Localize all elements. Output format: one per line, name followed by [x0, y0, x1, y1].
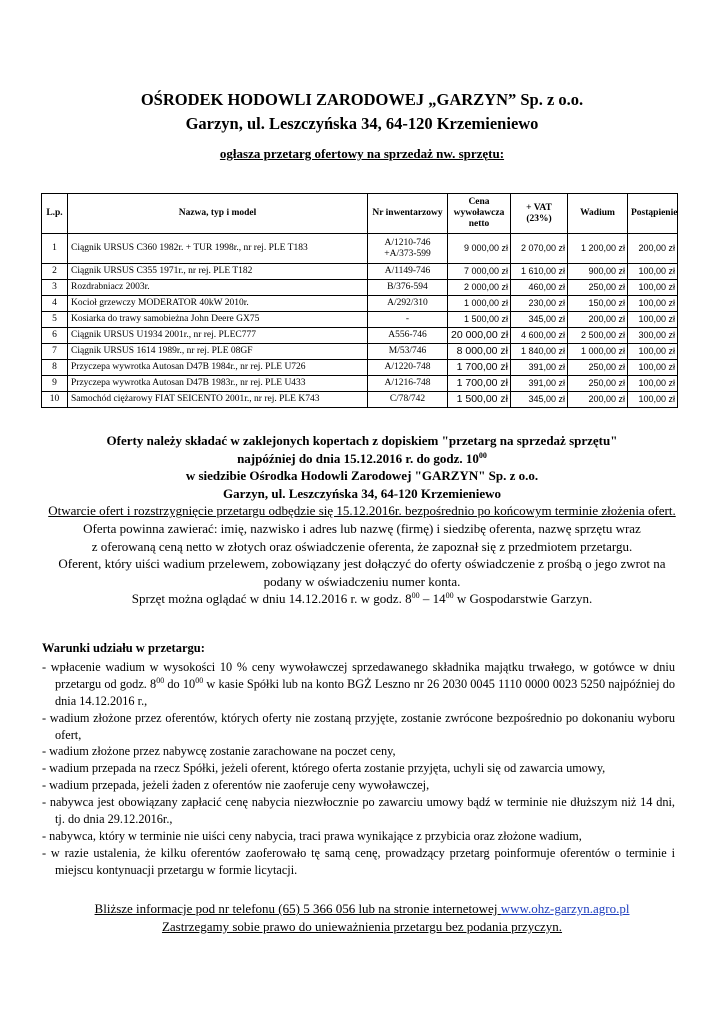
- cell-lp: 8: [42, 360, 68, 376]
- cell-step: 100,00 zł: [628, 376, 678, 392]
- cell-price: 2 000,00 zł: [448, 280, 511, 296]
- cell-price: 7 000,00 zł: [448, 264, 511, 280]
- cell-deposit: 250,00 zł: [568, 376, 628, 392]
- cell-deposit: 1 000,00 zł: [568, 344, 628, 360]
- cell-name: Ciągnik URSUS U1934 2001r., nr rej. PLEC777: [68, 328, 368, 344]
- table-row: [42, 360, 678, 376]
- cell-inventory: C/78/742: [368, 392, 448, 408]
- cell-name: Przyczepa wywrotka Autosan D47B 1983r., nr rej. PLE U433: [68, 376, 368, 392]
- cell-step: 100,00 zł: [628, 312, 678, 328]
- cell-deposit: 200,00 zł: [568, 312, 628, 328]
- company-address: Garzyn, ul. Leszczyńska 34, 64-120 Krzemieniewo: [185, 114, 539, 133]
- cell-lp: 9: [42, 376, 68, 392]
- cell-price: 1 500,00 zł: [448, 312, 511, 328]
- header-step: Postąpienie: [628, 194, 678, 234]
- condition-1-sup-2: 00: [195, 675, 204, 685]
- table-row: [42, 328, 678, 344]
- cell-name: Przyczepa wywrotka Autosan D47B 1984r., nr rej. PLE U726: [68, 360, 368, 376]
- cell-vat: 4 600,00 zł: [511, 328, 568, 344]
- offers-line-4: Garzyn, ul. Leszczyńska 34, 64-120 Krzemieniewo: [222, 485, 501, 501]
- cell-deposit: 250,00 zł: [568, 360, 628, 376]
- offers-content-1: Oferta powinna zawierać: imię, nazwisko i adres lub nazwę (firmę) i siedzibę oferenta, nazwę sprzętu wraz: [83, 520, 641, 536]
- condition-item: - wadium złożone przez nabywcę zostanie zarachowane na poczet ceny,: [42, 744, 396, 759]
- document-header: [0, 88, 724, 136]
- cell-vat: 230,00 zł: [511, 296, 568, 312]
- cell-lp: 2: [42, 264, 68, 280]
- cell-price: 1 700,00 zł: [448, 376, 511, 392]
- offers-deadline-sup: 00: [478, 450, 487, 460]
- footer: [0, 900, 724, 936]
- cell-lp: 4: [42, 296, 68, 312]
- cell-inventory: B/376-594: [368, 280, 448, 296]
- offers-content-4: podany w oświadczeniu numer konta.: [263, 573, 461, 589]
- cell-name: Kosiarka do trawy samobieżna John Deere GX75: [68, 312, 368, 328]
- cell-vat: 345,00 zł: [511, 312, 568, 328]
- offers-viewing: [40, 590, 684, 608]
- cell-lp: 6: [42, 328, 68, 344]
- condition-item: [42, 659, 675, 710]
- offers-section: [40, 432, 684, 608]
- cell-inventory: M/53/746: [368, 344, 448, 360]
- table-row: [42, 264, 678, 280]
- cell-deposit: 900,00 zł: [568, 264, 628, 280]
- cell-inventory: -: [368, 312, 448, 328]
- condition-item: - wadium przepada na rzecz Spółki, jeżeli oferent, którego oferta zostanie przyjęta, uchyli się od zawarcia umowy,: [42, 761, 606, 776]
- cell-vat: 460,00 zł: [511, 280, 568, 296]
- condition-item: - nabywca, który w terminie nie uiści ceny nabycia, traci prawa wynikające z przybicia oraz złożone wadium,: [42, 828, 582, 843]
- condition-1-text-c: w kasie Spółki lub na konto BGŻ Leszno nr 26 2030 0045 1110 0000 0023 5250 najpóźniej do dnia 14.12.2016 r.,: [55, 676, 675, 708]
- cell-price: 1 000,00 zł: [448, 296, 511, 312]
- condition-item: - wadium złożone przez oferentów, których oferty nie zostaną przyjęte, zostanie zwrócone bezpośrednio po dokonaniu wyboru ofert,: [42, 710, 675, 742]
- table-row: [42, 392, 678, 408]
- viewing-sup-1: 00: [411, 591, 420, 601]
- cell-step: 100,00 zł: [628, 264, 678, 280]
- offers-content-2: z oferowaną ceną netto w złotych oraz oświadczenie oferenta, że zapoznał się z przedmiotem przetargu.: [91, 538, 633, 554]
- cell-vat: 1 840,00 zł: [511, 344, 568, 360]
- table-row: [42, 234, 678, 264]
- viewing-text-2: – 14: [419, 591, 446, 607]
- conditions-section: [42, 640, 675, 879]
- cell-deposit: 1 200,00 zł: [568, 234, 628, 264]
- cell-deposit: 150,00 zł: [568, 296, 628, 312]
- table-row: [42, 312, 678, 328]
- cell-price: 9 000,00 zł: [448, 234, 511, 264]
- cell-vat: 1 610,00 zł: [511, 264, 568, 280]
- cell-price: 8 000,00 zł: [448, 344, 511, 360]
- cell-vat: 345,00 zł: [511, 392, 568, 408]
- announcement-title: ogłasza przetarg ofertowy na sprzedaż nw. sprzętu:: [219, 146, 505, 161]
- table-row: [42, 280, 678, 296]
- condition-1-sup-1: 00: [156, 675, 165, 685]
- cell-lp: 3: [42, 280, 68, 296]
- cell-vat: 391,00 zł: [511, 360, 568, 376]
- header-inventory: Nr inwentarzowy: [368, 194, 448, 234]
- cell-deposit: 200,00 zł: [568, 392, 628, 408]
- condition-1-text-a: - wpłacenie wadium w wysokości 10 % ceny wywoławczej sprzedawanego składnika majątku trwałego, w gotówce w dniu przetargu od godz. 8: [42, 659, 675, 691]
- cell-price: 20 000,00 zł: [448, 328, 511, 344]
- viewing-text-1: Sprzęt można oglądać w dniu 14.12.2016 r. w godz. 8: [131, 591, 412, 607]
- equipment-table: [41, 193, 678, 408]
- cell-inventory-line: +A/373-599: [384, 248, 431, 259]
- cell-lp: 10: [42, 392, 68, 408]
- cell-inventory: [368, 234, 448, 264]
- offers-deadline: [40, 450, 684, 468]
- cell-deposit: 2 500,00 zł: [568, 328, 628, 344]
- offers-opening: Otwarcie ofert i rozstrzygnięcie przetargu odbędzie się 15.12.2016r. bezpośrednio po końcowym terminie złożenia ofert.: [48, 503, 676, 519]
- condition-1-text-b: do 10: [164, 676, 196, 691]
- header-lp: L.p.: [42, 194, 68, 234]
- table-header-row: [42, 194, 678, 234]
- condition-item: - wadium przepada, jeżeli żaden z oferentów nie zaoferuje ceny wywoławczej,: [42, 778, 430, 793]
- cell-name: Rozdrabniacz 2003r.: [68, 280, 368, 296]
- cell-name: Ciągnik URSUS C355 1971r., nr rej. PLE T182: [68, 264, 368, 280]
- viewing-text-3: w Gospodarstwie Garzyn.: [453, 591, 593, 607]
- cell-inventory-line: A/1210-746: [384, 237, 431, 248]
- cell-step: 100,00 zł: [628, 344, 678, 360]
- cell-inventory: A556-746: [368, 328, 448, 344]
- footer-info: [0, 900, 724, 918]
- offers-deadline-text: najpóźniej do dnia 15.12.2016 r. do godz. 10: [237, 450, 479, 466]
- cell-step: 300,00 zł: [628, 328, 678, 344]
- cell-step: 100,00 zł: [628, 280, 678, 296]
- cell-price: 1 700,00 zł: [448, 360, 511, 376]
- footer-info-text: Bliższe informacje pod nr telefonu (65) 5 366 056 lub na stronie internetowej: [94, 901, 501, 916]
- offers-line-3: w siedzibie Ośrodka Hodowli Zarodowej "GARZYN" Sp. z o.o.: [185, 468, 539, 484]
- cell-lp: 1: [42, 234, 68, 264]
- table-row: [42, 344, 678, 360]
- table-row: [42, 376, 678, 392]
- cell-deposit: 250,00 zł: [568, 280, 628, 296]
- cell-step: 100,00 zł: [628, 392, 678, 408]
- cell-name: Kocioł grzewczy MODERATOR 40kW 2010r.: [68, 296, 368, 312]
- cell-price: 1 500,00 zł: [448, 392, 511, 408]
- cell-name: Ciągnik URSUS C360 1982r. + TUR 1998r., nr rej. PLE T183: [68, 234, 368, 264]
- cell-name: Samochód ciężarowy FIAT SEICENTO 2001r., nr rej. PLE K743: [68, 392, 368, 408]
- header-deposit: Wadium: [568, 194, 628, 234]
- cell-step: 100,00 zł: [628, 296, 678, 312]
- cell-vat: 391,00 zł: [511, 376, 568, 392]
- footer-reserve: Zastrzegamy sobie prawo do unieważnienia przetargu bez podania przyczyn.: [161, 919, 563, 934]
- cell-step: 100,00 zł: [628, 360, 678, 376]
- condition-item: - nabywca jest obowiązany zapłacić cenę nabycia niezwłocznie po zawarciu umowy bądź w terminie nie dłuższym niż 14 dni, tj. do dnia 29.12.2016r.,: [42, 795, 675, 827]
- website-link[interactable]: www.ohz-garzyn.agro.pl: [500, 901, 630, 916]
- cell-lp: 5: [42, 312, 68, 328]
- cell-inventory: A/1149-746: [368, 264, 448, 280]
- header-price: Cena wywoławcza netto: [448, 194, 511, 234]
- header-name: Nazwa, typ i model: [68, 194, 368, 234]
- cell-inventory: A/1220-748: [368, 360, 448, 376]
- cell-lp: 7: [42, 344, 68, 360]
- cell-inventory: A/1216-748: [368, 376, 448, 392]
- offers-content-3: Oferent, który uiści wadium przelewem, zobowiązany jest dołączyć do oferty oświadczenie z prośbą o jego zwrot na: [58, 556, 666, 572]
- conditions-title: Warunki udziału w przetargu:: [42, 641, 205, 655]
- header-vat: + VAT (23%): [511, 194, 568, 234]
- cell-step: 200,00 zł: [628, 234, 678, 264]
- cell-inventory: A/292/310: [368, 296, 448, 312]
- cell-name: Ciągnik URSUS 1614 1989r., nr rej. PLE 08GF: [68, 344, 368, 360]
- condition-item: - w razie ustalenia, że kilku oferentów zaoferowało tę samą cenę, prowadzący przetarg poinformuje oferentów o terminie i miejscu kontynuacji przetargu w formie licytacji.: [42, 845, 675, 877]
- company-name: OŚRODEK HODOWLI ZARODOWEJ „GARZYN” Sp. z o.o.: [140, 90, 584, 109]
- cell-vat: 2 070,00 zł: [511, 234, 568, 264]
- table-row: [42, 296, 678, 312]
- viewing-sup-2: 00: [445, 591, 454, 601]
- offers-line-1: Oferty należy składać w zaklejonych kopertach z dopiskiem "przetarg na sprzedaż sprzętu": [106, 433, 618, 448]
